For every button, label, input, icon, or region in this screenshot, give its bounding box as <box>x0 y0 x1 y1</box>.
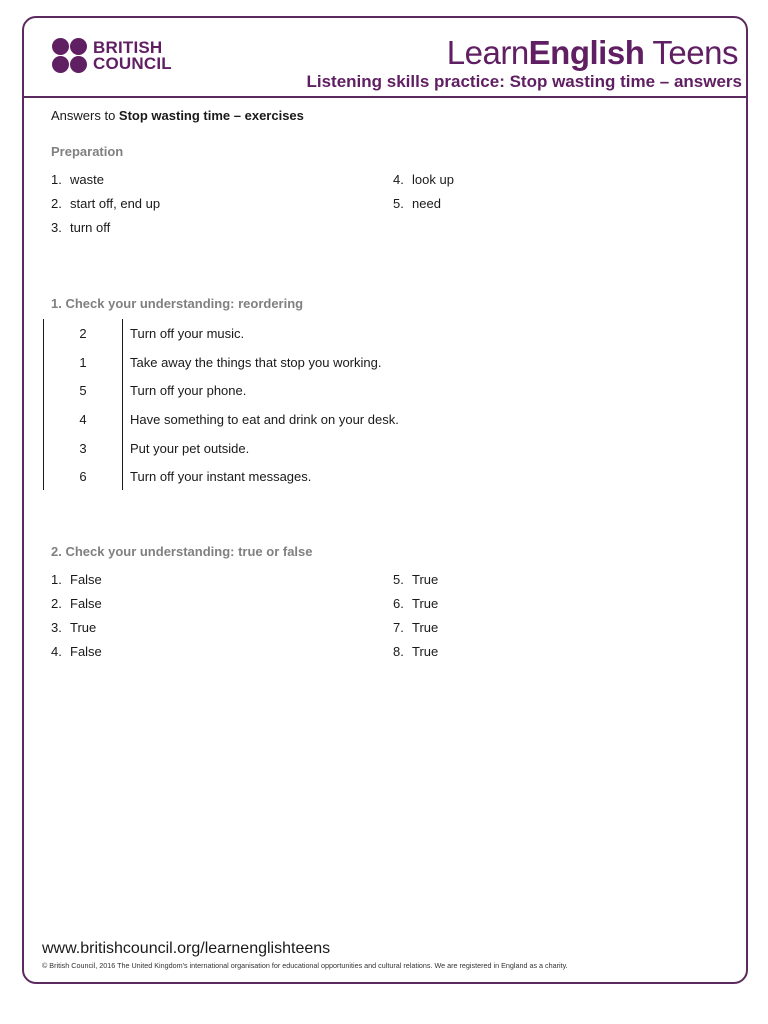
brand-english: English <box>528 34 645 71</box>
page-title: Listening skills practice: Stop wasting time – answers <box>306 72 742 91</box>
list-item: 8. True <box>393 644 439 659</box>
list-item: 5. need <box>393 196 441 211</box>
learnenglish-teens-brand <box>447 34 738 72</box>
list-item: 1. False <box>51 572 102 587</box>
intro-line <box>51 108 304 123</box>
brand-learn: Learn <box>446 34 529 71</box>
table-row: 3 Put your pet outside. <box>79 440 250 456</box>
true-false-list-right <box>393 568 438 664</box>
list-item: 3. True <box>51 620 97 635</box>
table-row: 1 Take away the things that stop you working. <box>79 354 382 370</box>
page-frame <box>22 16 748 984</box>
intro-prefix: Answers to <box>51 108 119 123</box>
footer-url-link[interactable]: www.britishcouncil.org/learnenglishteens <box>42 940 331 957</box>
true-false-heading: 2. Check your understanding: true or false <box>51 544 313 559</box>
table-left-rule <box>43 319 44 490</box>
logo-line-1: BRITISH <box>93 37 163 57</box>
list-item: 6. True <box>393 596 439 611</box>
reordering-table <box>43 319 463 491</box>
footer-legal-text: © British Council, 2016 The United Kingdom's international organisation for educational opportunities and cultural relations. We are registered in England as a charity. <box>42 961 568 970</box>
table-row: 4 Have something to eat and drink on your desk. <box>79 411 399 427</box>
preparation-list-right <box>393 168 454 216</box>
logo-dots-icon <box>52 38 87 73</box>
list-item: 4. False <box>51 644 102 659</box>
list-item: 2. start off, end up <box>51 196 161 211</box>
british-council-logo <box>52 38 172 73</box>
preparation-list-left <box>51 168 160 240</box>
table-column-rule <box>122 319 123 490</box>
list-item: 1. waste <box>51 172 104 187</box>
table-row: 6 Turn off your instant messages. <box>79 469 312 485</box>
table-row: 5 Turn off your phone. <box>79 383 247 399</box>
preparation-heading: Preparation <box>51 144 124 159</box>
list-item: 5. True <box>393 572 439 587</box>
brand-teens: Teens <box>644 34 738 71</box>
true-false-list-left <box>51 568 102 664</box>
logo-line-2: COUNCIL <box>93 53 172 73</box>
header-divider <box>22 96 748 98</box>
intro-bold: Stop wasting time – exercises <box>118 108 304 123</box>
list-item: 4. look up <box>393 172 454 187</box>
table-row: 2 Turn off your music. <box>79 325 245 341</box>
list-item: 3. turn off <box>51 220 111 235</box>
reordering-heading: 1. Check your understanding: reordering <box>51 296 304 311</box>
list-item: 2. False <box>51 596 102 611</box>
list-item: 7. True <box>393 620 439 635</box>
